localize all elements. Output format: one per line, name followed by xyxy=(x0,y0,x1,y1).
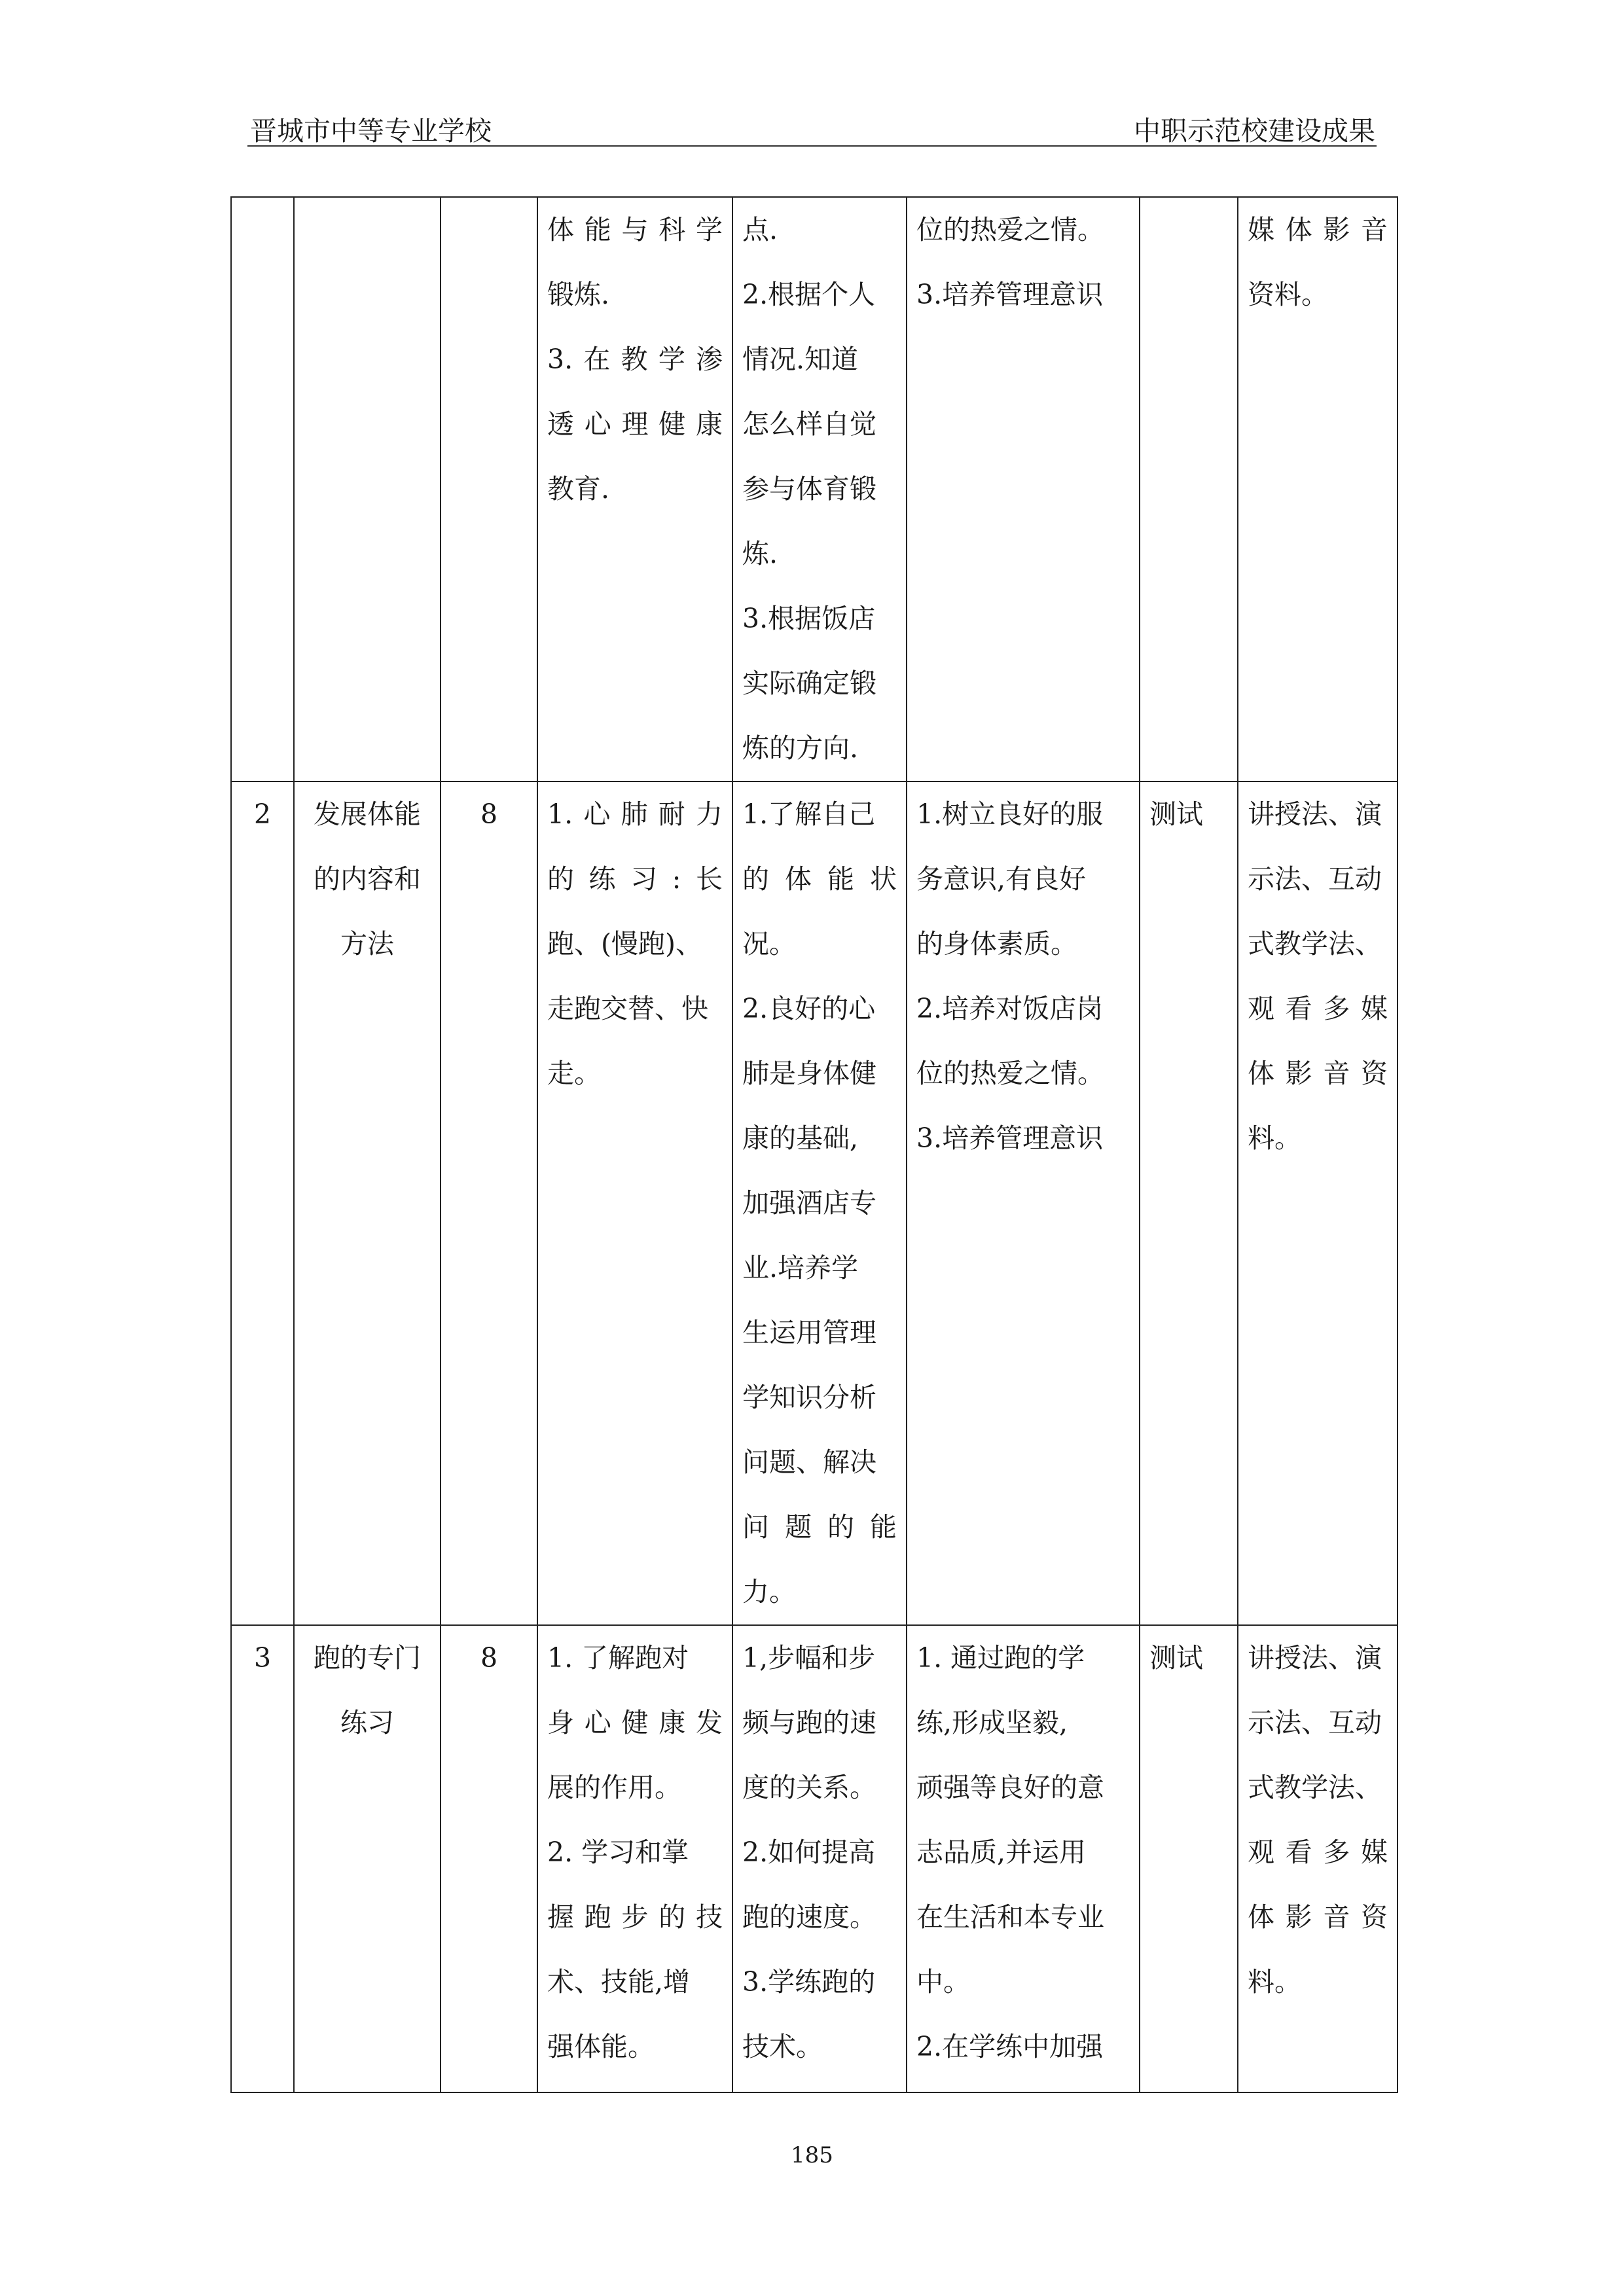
quality-cell xyxy=(907,1625,1140,2092)
content-cell xyxy=(537,197,732,781)
row-number-cell: 3 xyxy=(231,1625,294,2092)
cell-line: 务意识,有良好 xyxy=(916,863,1087,895)
quality-cell xyxy=(907,197,1140,781)
cell-line: 力。 xyxy=(742,1576,796,1607)
cell-line: 身心健康发 xyxy=(547,1707,723,1738)
cell-line: 位的热爱之情。 xyxy=(916,1058,1104,1089)
cell-line: 资料。 xyxy=(1248,279,1328,310)
cell-line: 术、技能,增 xyxy=(547,1966,691,1998)
cell-line: 炼的方向. xyxy=(742,732,859,764)
cell-line: 体影音资 xyxy=(1248,1901,1388,1933)
cell-line: 展的作用。 xyxy=(547,1772,681,1803)
cell-line: 练,形成坚毅, xyxy=(916,1707,1068,1738)
row-number-cell xyxy=(231,197,294,781)
page-number: 185 xyxy=(791,2142,833,2168)
cell-line: 示法、互动 xyxy=(1248,863,1382,895)
table-row xyxy=(231,781,1398,1625)
cell-line: 3.根据饭店 xyxy=(742,603,876,634)
cell-line: 透心理健康 xyxy=(547,408,723,440)
cell-line: 2.根据个人 xyxy=(742,279,876,310)
topic-cell xyxy=(294,1625,441,2092)
cell-line: 练习 xyxy=(340,1707,394,1738)
cell-line: 锻炼. xyxy=(547,279,610,310)
cell-line: 频与跑的速 xyxy=(742,1707,876,1738)
cell-line: 1.树立良好的服 xyxy=(916,798,1104,830)
cell-line: 强体能。 xyxy=(547,2031,655,2062)
cell-line: 在生活和本专业 xyxy=(916,1901,1104,1933)
cell-line: 讲授法、演 xyxy=(1248,798,1382,830)
cell-line: 况。 xyxy=(742,928,796,960)
cell-line: 1.心肺耐力 xyxy=(547,798,723,830)
cell-line: 生运用管理 xyxy=(742,1317,876,1348)
cell-line: 1. 通过跑的学 xyxy=(916,1642,1085,1674)
quality-cell xyxy=(907,781,1140,1625)
header-school-name: 晋城市中等专业学校 xyxy=(250,115,492,147)
goals-cell xyxy=(732,781,907,1625)
cell-line: 1.了解自己 xyxy=(742,798,876,830)
cell-line: 媒体影音 xyxy=(1248,214,1388,245)
content-cell xyxy=(537,1625,732,2092)
syllabus-table xyxy=(230,196,1398,2093)
methods-cell xyxy=(1238,1625,1398,2092)
cell-line: 观看多媒 xyxy=(1248,993,1388,1024)
cell-line: 教育. xyxy=(547,473,610,505)
cell-line: 发展体能 xyxy=(314,798,421,830)
methods-cell xyxy=(1238,781,1398,1625)
cell-line: 1. 了解跑对 xyxy=(547,1642,689,1674)
cell-line: 跑、(慢跑)、 xyxy=(547,928,702,960)
cell-line: 问题的能 xyxy=(742,1511,897,1543)
assessment-cell xyxy=(1140,197,1238,781)
header-document-title: 中职示范校建设成果 xyxy=(1134,115,1375,147)
cell-line: 2.良好的心 xyxy=(742,993,876,1024)
assessment-cell: 测试 xyxy=(1140,781,1238,1625)
cell-line: 肺是身体健 xyxy=(742,1058,876,1089)
hours-cell: 8 xyxy=(441,781,537,1625)
header-divider xyxy=(247,145,1377,147)
cell-line: 加强酒店专 xyxy=(742,1187,876,1219)
cell-line: 式教学法、 xyxy=(1248,1772,1382,1803)
cell-line: 2. 学习和掌 xyxy=(547,1837,689,1868)
cell-line: 3.学练跑的 xyxy=(742,1966,876,1998)
cell-line: 的体能状 xyxy=(742,863,897,895)
cell-line: 走跑交替、快 xyxy=(547,993,708,1024)
content-cell xyxy=(537,781,732,1625)
topic-cell xyxy=(294,197,441,781)
cell-line: 技术。 xyxy=(742,2031,823,2062)
cell-line: 志品质,并运用 xyxy=(916,1837,1087,1868)
goals-cell xyxy=(732,197,907,781)
cell-line: 3.培养管理意识 xyxy=(916,279,1104,310)
cell-line: 式教学法、 xyxy=(1248,928,1382,960)
table-row xyxy=(231,1625,1398,2092)
cell-line: 跑的专门 xyxy=(314,1642,421,1674)
cell-line: 体能与科学 xyxy=(547,214,723,245)
cell-line: 料。 xyxy=(1248,1122,1301,1154)
hours-cell xyxy=(441,197,537,781)
cell-line: 2.如何提高 xyxy=(742,1837,876,1868)
cell-line: 体影音资 xyxy=(1248,1058,1388,1089)
cell-line: 讲授法、演 xyxy=(1248,1642,1382,1674)
cell-line: 中。 xyxy=(916,1966,970,1998)
cell-line: 位的热爱之情。 xyxy=(916,214,1104,245)
cell-line: 度的关系。 xyxy=(742,1772,876,1803)
cell-line: 的内容和 xyxy=(314,863,421,895)
cell-line: 情况.知道 xyxy=(742,344,859,375)
cell-line: 顽强等良好的意 xyxy=(916,1772,1104,1803)
cell-line: 业.培养学 xyxy=(742,1252,859,1283)
methods-cell xyxy=(1238,197,1398,781)
cell-line: 实际确定锻 xyxy=(742,668,876,699)
cell-line: 3.培养管理意识 xyxy=(916,1122,1104,1154)
cell-line: 走。 xyxy=(547,1058,601,1089)
cell-line: 的练习:长 xyxy=(547,863,723,895)
cell-line: 康的基础, xyxy=(742,1122,859,1154)
cell-line: 1,步幅和步 xyxy=(742,1642,876,1674)
assessment-cell: 测试 xyxy=(1140,1625,1238,2092)
cell-line: 问题、解决 xyxy=(742,1446,876,1478)
cell-line: 学知识分析 xyxy=(742,1382,876,1413)
cell-line: 握跑步的技 xyxy=(547,1901,723,1933)
cell-line: 炼. xyxy=(742,538,778,569)
cell-line: 跑的速度。 xyxy=(742,1901,876,1933)
cell-line: 观看多媒 xyxy=(1248,1837,1388,1868)
cell-line: 料。 xyxy=(1248,1966,1301,1998)
cell-line: 2.在学练中加强 xyxy=(916,2031,1104,2062)
cell-line: 怎么样自觉 xyxy=(742,408,876,440)
cell-line: 示法、互动 xyxy=(1248,1707,1382,1738)
row-number-cell: 2 xyxy=(231,781,294,1625)
hours-cell: 8 xyxy=(441,1625,537,2092)
cell-line: 的身体素质。 xyxy=(916,928,1077,960)
cell-line: 参与体育锻 xyxy=(742,473,876,505)
cell-line: 点. xyxy=(742,214,778,245)
table-row xyxy=(231,197,1398,781)
cell-line: 3.在教学渗 xyxy=(547,344,723,375)
cell-line: 2.培养对饭店岗 xyxy=(916,993,1104,1024)
cell-line: 方法 xyxy=(340,928,394,960)
goals-cell xyxy=(732,1625,907,2092)
topic-cell xyxy=(294,781,441,1625)
